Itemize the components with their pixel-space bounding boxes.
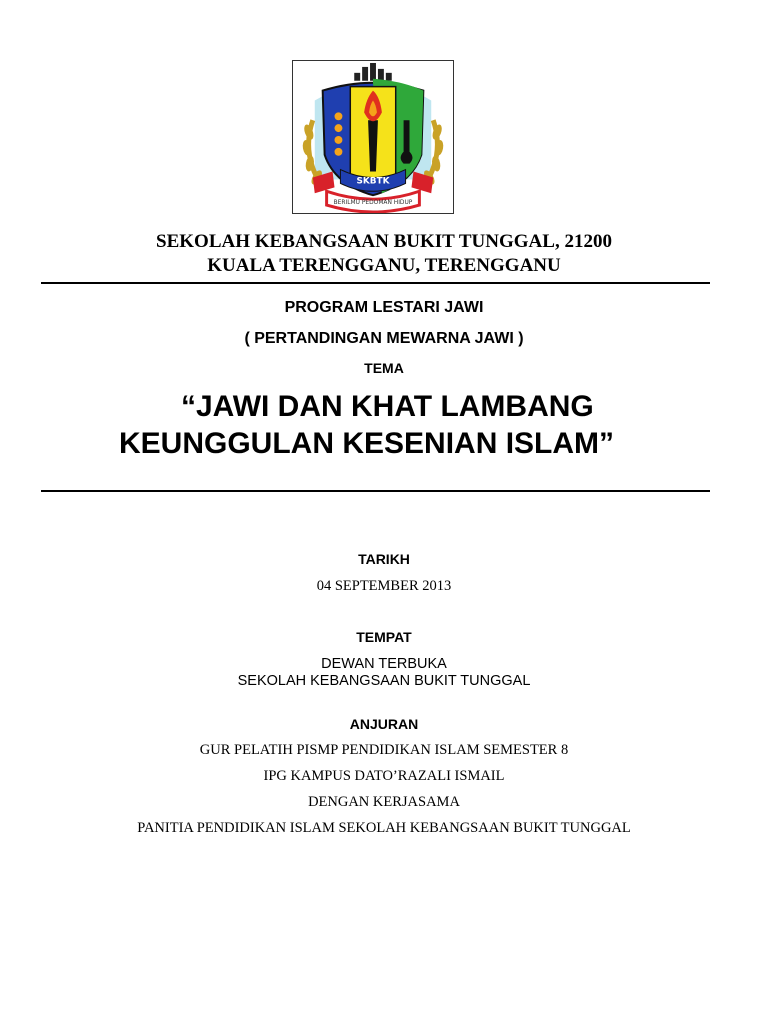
program-subtitle: ( PERTANDINGAN MEWARNA JAWI ) xyxy=(244,330,524,347)
venue-label: TEMPAT xyxy=(356,629,412,645)
divider-top xyxy=(41,282,710,284)
school-name-line1: SEKOLAH KEBANGSAAN BUKIT TUNGGAL, 21200 xyxy=(156,231,612,252)
date-value: 04 SEPTEMBER 2013 xyxy=(316,578,452,594)
theme-line1: “JAWI DAN KHAT LAMBANG xyxy=(181,390,594,423)
crest-ribbon-text: SKBTK xyxy=(356,176,390,187)
date-label: TARIKH xyxy=(358,551,410,567)
program-title: PROGRAM LESTARI JAWI xyxy=(284,299,484,316)
venue-line2: SEKOLAH KEBANGSAAN BUKIT TUNGGAL xyxy=(237,673,531,689)
organizer-line1: GUR PELATIH PISMP PENDIDIKAN ISLAM SEMESTER 8 xyxy=(199,742,569,758)
divider-bottom xyxy=(41,490,710,492)
crest-motto-text: BERILMU PEDOMAN HIDUP xyxy=(333,200,413,207)
venue-line1: DEWAN TERBUKA xyxy=(321,656,447,672)
theme-label: TEMA xyxy=(364,360,404,376)
school-name-line2: KUALA TERENGGANU, TERENGGANU xyxy=(207,255,561,276)
organizer-line4: PANITIA PENDIDIKAN ISLAM SEKOLAH KEBANGSAAN BUKIT TUNGGAL xyxy=(137,820,631,836)
school-crest xyxy=(292,60,454,214)
theme-line2: KEUNGGULAN KESENIAN ISLAM” xyxy=(119,427,615,460)
school-crest-icon xyxy=(293,61,453,213)
organizer-line2: IPG KAMPUS DATO’RAZALI ISMAIL xyxy=(263,768,505,784)
organizer-line3: DENGAN KERJASAMA xyxy=(308,794,460,810)
organizer-label: ANJURAN xyxy=(349,716,419,732)
